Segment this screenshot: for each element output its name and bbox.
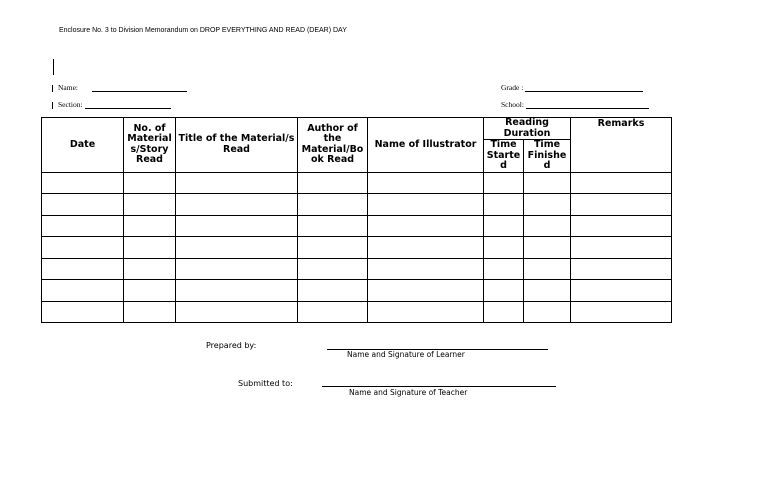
- table-cell[interactable]: [298, 280, 368, 302]
- table-row: [42, 301, 672, 323]
- table-cell[interactable]: [176, 194, 298, 216]
- table-row: [42, 258, 672, 280]
- table-cell[interactable]: [484, 237, 524, 259]
- submitted-to-label: Submitted to:: [238, 379, 293, 388]
- table-row: [42, 237, 672, 259]
- table-cell[interactable]: [298, 172, 368, 194]
- table-cell[interactable]: [176, 280, 298, 302]
- table-cell[interactable]: [524, 215, 571, 237]
- school-label: School:: [501, 100, 524, 109]
- header-author: Author of the Material/Bo ok Read: [298, 118, 368, 173]
- table-row: [42, 280, 672, 302]
- table-cell[interactable]: [298, 301, 368, 323]
- table-cell[interactable]: [176, 215, 298, 237]
- table-cell[interactable]: [524, 194, 571, 216]
- table-cell[interactable]: [124, 301, 176, 323]
- table-cell[interactable]: [42, 258, 124, 280]
- table-row: [42, 215, 672, 237]
- school-field: [501, 100, 649, 109]
- section-input-line[interactable]: [85, 101, 171, 109]
- table-cell[interactable]: [368, 194, 484, 216]
- table-cell[interactable]: [571, 258, 672, 280]
- table-cell[interactable]: [176, 258, 298, 280]
- table-cell[interactable]: [484, 280, 524, 302]
- table-cell[interactable]: [524, 237, 571, 259]
- table-cell[interactable]: [571, 280, 672, 302]
- table-cell[interactable]: [124, 194, 176, 216]
- table-cell[interactable]: [524, 258, 571, 280]
- table-cell[interactable]: [124, 237, 176, 259]
- table-cell[interactable]: [368, 172, 484, 194]
- table-cell[interactable]: [298, 237, 368, 259]
- table-cell[interactable]: [368, 258, 484, 280]
- header-title: Title of the Material/s Read: [176, 118, 298, 173]
- table-cell[interactable]: [124, 258, 176, 280]
- table-cell[interactable]: [42, 194, 124, 216]
- table-cell[interactable]: [571, 301, 672, 323]
- name-field: [52, 83, 187, 92]
- name-input-line[interactable]: [92, 84, 187, 92]
- table-cell[interactable]: [176, 172, 298, 194]
- table-cell[interactable]: [42, 237, 124, 259]
- teacher-signature-caption: Name and Signature of Teacher: [349, 388, 468, 397]
- table-cell[interactable]: [124, 280, 176, 302]
- table-cell[interactable]: [298, 194, 368, 216]
- table-row: [42, 172, 672, 194]
- table-cell[interactable]: [368, 215, 484, 237]
- name-label: Name:: [58, 83, 78, 92]
- grade-label: Grade :: [501, 83, 524, 92]
- header-remarks: Remarks: [571, 118, 672, 173]
- table-cell[interactable]: [298, 215, 368, 237]
- section-label: Section:: [58, 100, 83, 109]
- table-cell[interactable]: [42, 301, 124, 323]
- reading-log-table: [41, 117, 672, 323]
- enclosure-title: Enclosure No. 3 to Division Memorandum on DROP EVERYTHING AND READ (DEAR) DAY: [59, 27, 347, 34]
- header-number-read: No. of Material s/Story Read: [124, 118, 176, 173]
- table-cell[interactable]: [484, 301, 524, 323]
- table-cell[interactable]: [484, 215, 524, 237]
- table-cell[interactable]: [524, 280, 571, 302]
- school-input-line[interactable]: [526, 101, 649, 109]
- table-row: [42, 194, 672, 216]
- table-cell[interactable]: [42, 280, 124, 302]
- table-cell[interactable]: [524, 172, 571, 194]
- table-cell[interactable]: [571, 194, 672, 216]
- table-cell[interactable]: [176, 301, 298, 323]
- section-field: [52, 100, 171, 109]
- header-time-finished: Time Finishe d: [524, 140, 571, 173]
- header-time-started: Time Starte d: [484, 140, 524, 173]
- table-cell[interactable]: [298, 258, 368, 280]
- table-cell[interactable]: [124, 215, 176, 237]
- learner-signature-caption: Name and Signature of Learner: [347, 350, 465, 359]
- table-cell[interactable]: [368, 301, 484, 323]
- table-cell[interactable]: [176, 237, 298, 259]
- grade-field: [501, 83, 643, 92]
- table-cell[interactable]: [484, 258, 524, 280]
- table-cell[interactable]: [571, 215, 672, 237]
- table-cell[interactable]: [571, 172, 672, 194]
- table-cell[interactable]: [571, 237, 672, 259]
- table-cell[interactable]: [124, 172, 176, 194]
- table-cell[interactable]: [484, 172, 524, 194]
- teacher-signature-line[interactable]: [322, 386, 556, 387]
- table-cell[interactable]: [524, 301, 571, 323]
- table-cell[interactable]: [42, 172, 124, 194]
- header-illustrator: Name of Illustrator: [368, 118, 484, 173]
- table-cell[interactable]: [368, 280, 484, 302]
- text-cursor: [53, 59, 54, 75]
- table-cell[interactable]: [42, 215, 124, 237]
- table-cell[interactable]: [484, 194, 524, 216]
- table-body: [42, 172, 672, 323]
- header-date: Date: [42, 118, 124, 173]
- prepared-by-label: Prepared by:: [206, 341, 257, 350]
- grade-input-line[interactable]: [525, 84, 643, 92]
- table-cell[interactable]: [368, 237, 484, 259]
- header-reading-duration: Reading Duration: [484, 118, 571, 140]
